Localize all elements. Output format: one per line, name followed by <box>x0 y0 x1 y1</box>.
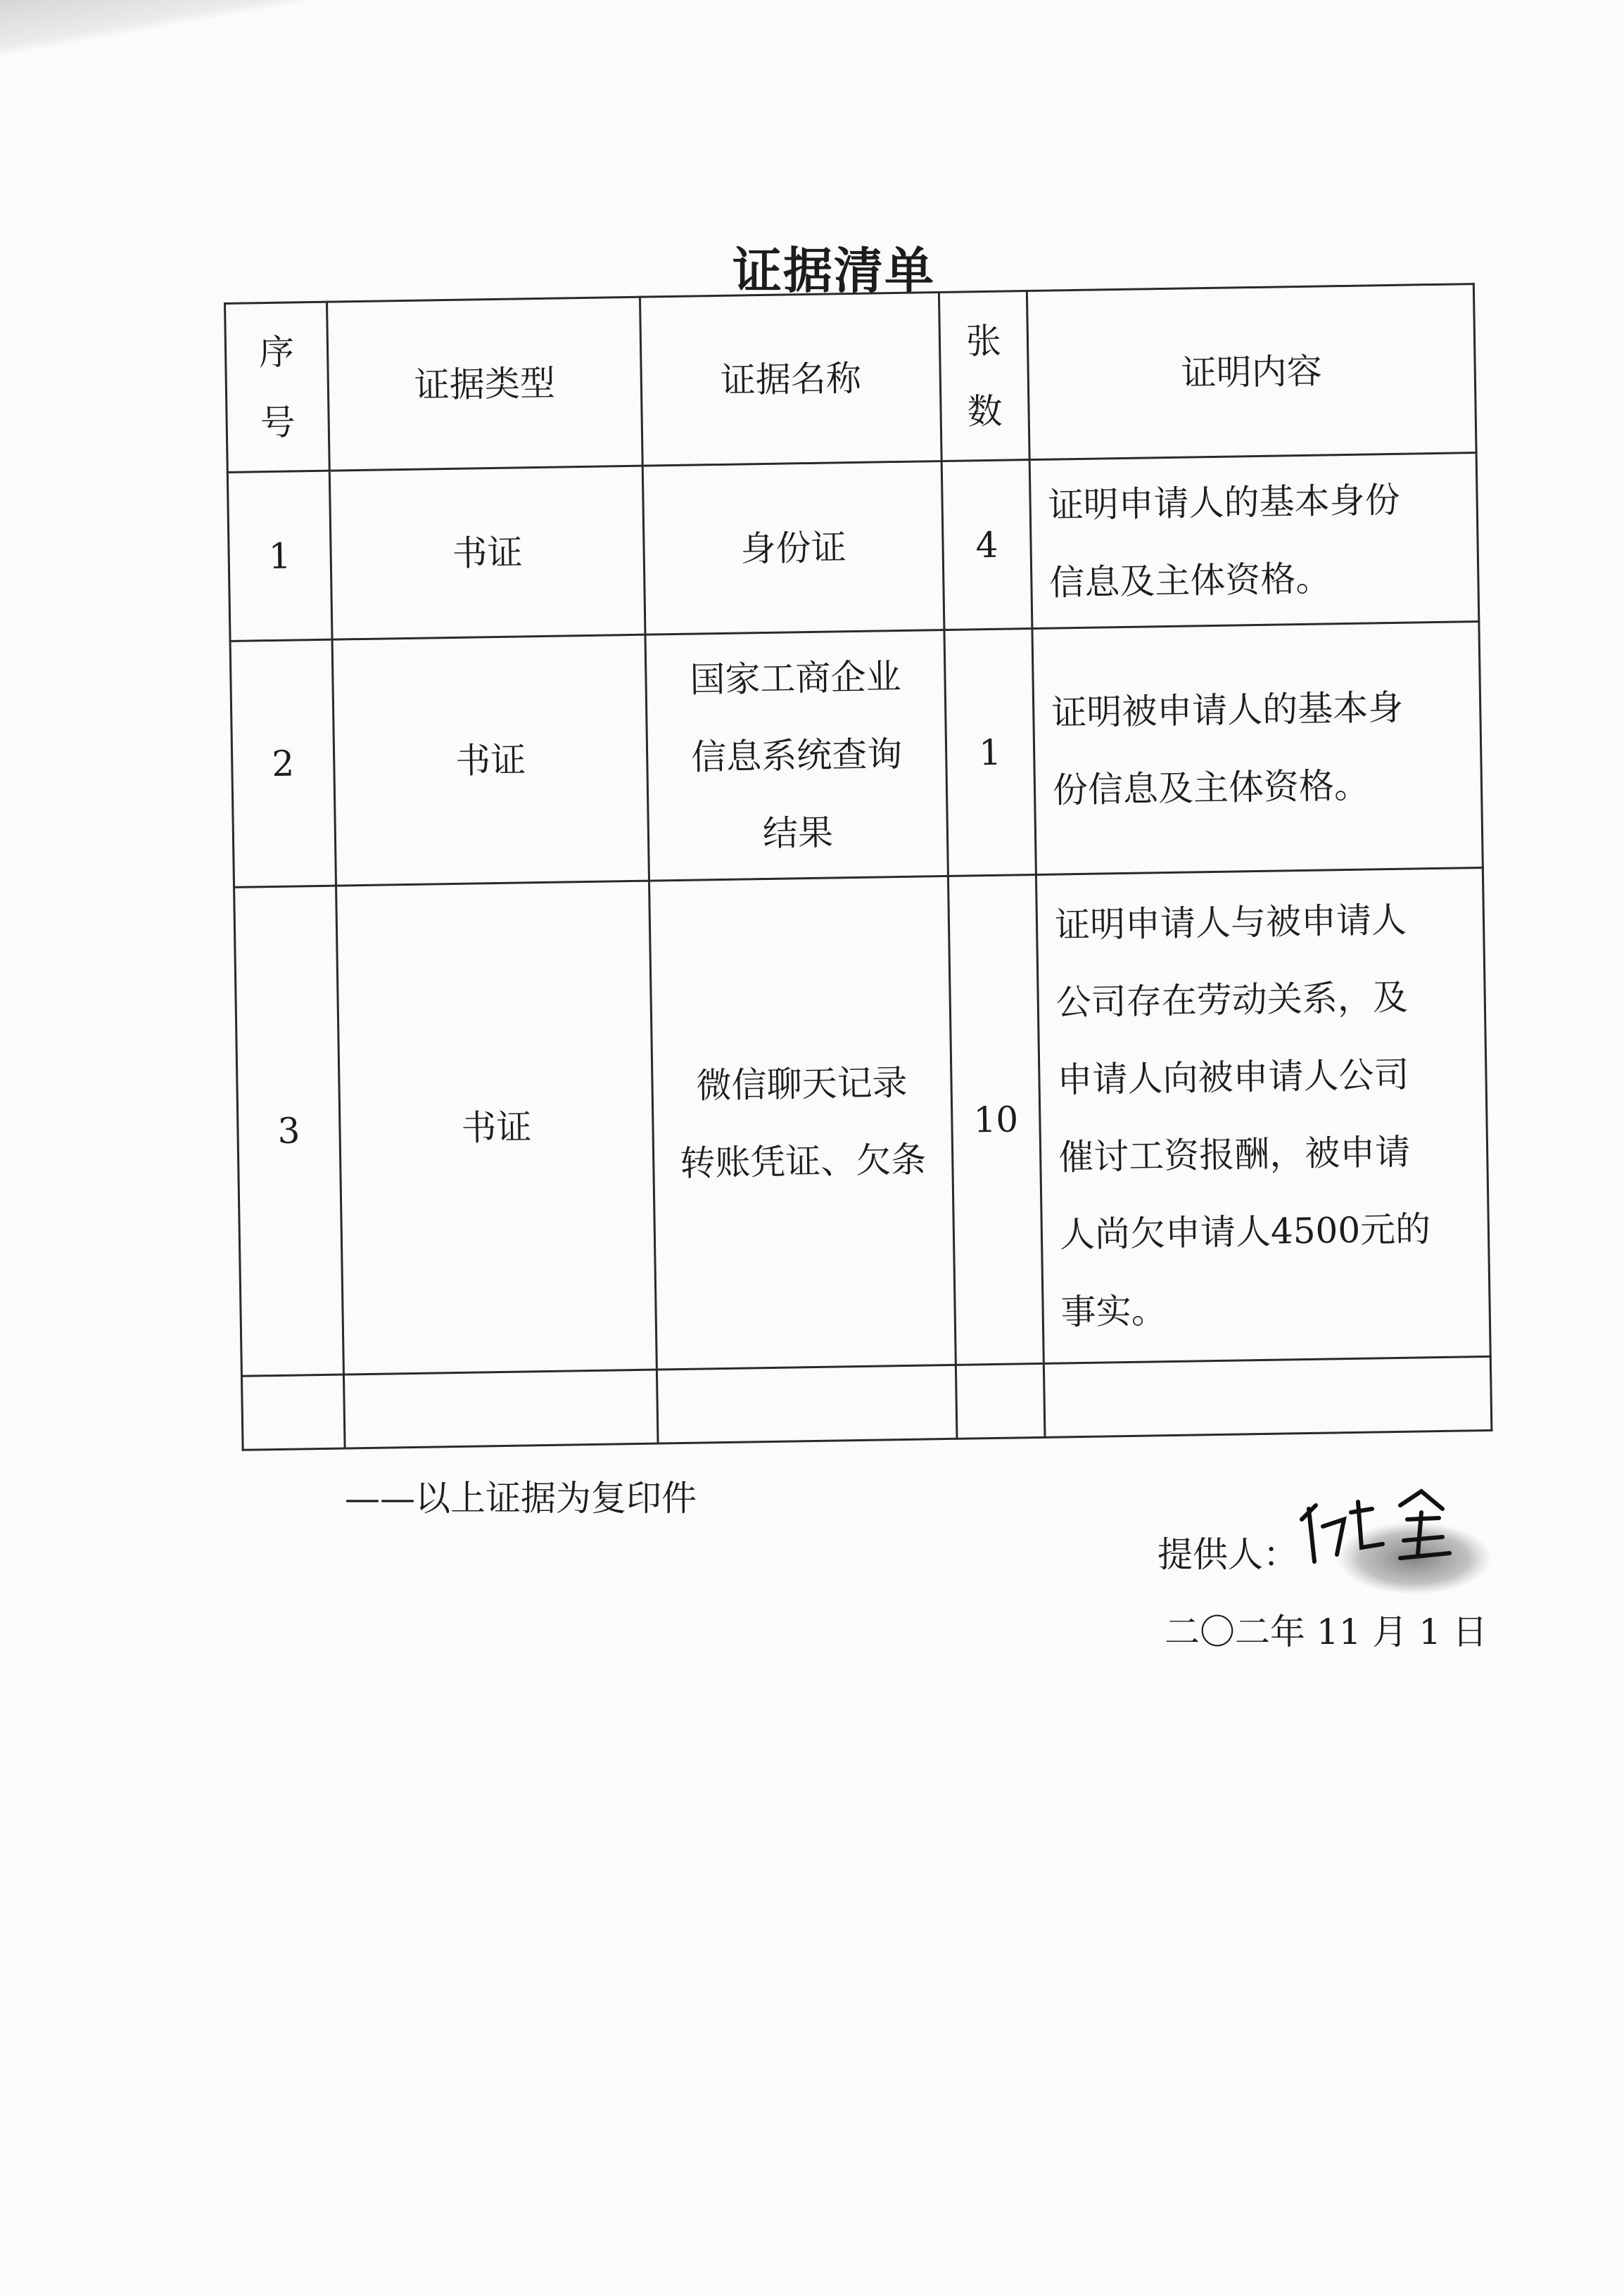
row-proof-content: 证明申请人的基本身份 信息及主体资格。 <box>1029 453 1479 629</box>
handwritten-signature <box>1281 1477 1492 1597</box>
row-evidence-type: 书证 <box>332 634 649 886</box>
row-index: 3 <box>234 886 344 1376</box>
table-row <box>227 453 1479 642</box>
table-row <box>234 867 1491 1376</box>
row-evidence-type: 书证 <box>336 881 657 1375</box>
row-index: 1 <box>227 471 332 641</box>
row-proof-content <box>1043 1356 1492 1437</box>
header-evidence-type: 证据类型 <box>327 297 643 471</box>
header-index: 序 号 <box>225 302 330 472</box>
row-evidence-name: 微信聊天记录 转账凭证、欠条 <box>649 876 956 1370</box>
header-proof-content: 证明内容 <box>1027 284 1476 460</box>
row-evidence-name: 国家工商企业 信息系统查询 结果 <box>645 630 948 881</box>
header-evidence-name: 证据名称 <box>640 293 941 466</box>
row-page-count: 4 <box>941 460 1032 630</box>
row-page-count: 10 <box>948 874 1043 1365</box>
row-evidence-type: 书证 <box>329 466 645 639</box>
row-index: 2 <box>230 639 336 887</box>
row-page-count <box>956 1363 1045 1439</box>
row-page-count: 1 <box>944 629 1036 876</box>
table-row <box>230 622 1483 888</box>
copy-note: ——以上证据为复印件 <box>345 1478 697 1519</box>
evidence-table <box>224 283 1492 1451</box>
row-evidence-type <box>343 1370 658 1448</box>
row-proof-content: 证明被申请人的基本身 份信息及主体资格。 <box>1032 622 1483 875</box>
row-evidence-name: 身份证 <box>642 461 944 635</box>
date-line: 二〇二年 11 月 1 日 <box>1165 1612 1488 1652</box>
table-header-row <box>225 284 1477 473</box>
row-evidence-name <box>656 1365 957 1443</box>
row-index <box>241 1375 345 1450</box>
row-proof-content: 证明申请人与被申请人 公司存在劳动关系，及 申请人向被申请人公司 催讨工资报酬，被申请 人尚欠申请人4500元的 事实。 <box>1036 867 1490 1363</box>
header-page-count: 张 数 <box>939 291 1029 461</box>
document-title: 证据清单 <box>732 241 935 300</box>
provider-label: 提供人： <box>1157 1534 1298 1575</box>
page-shadow <box>0 0 1624 232</box>
